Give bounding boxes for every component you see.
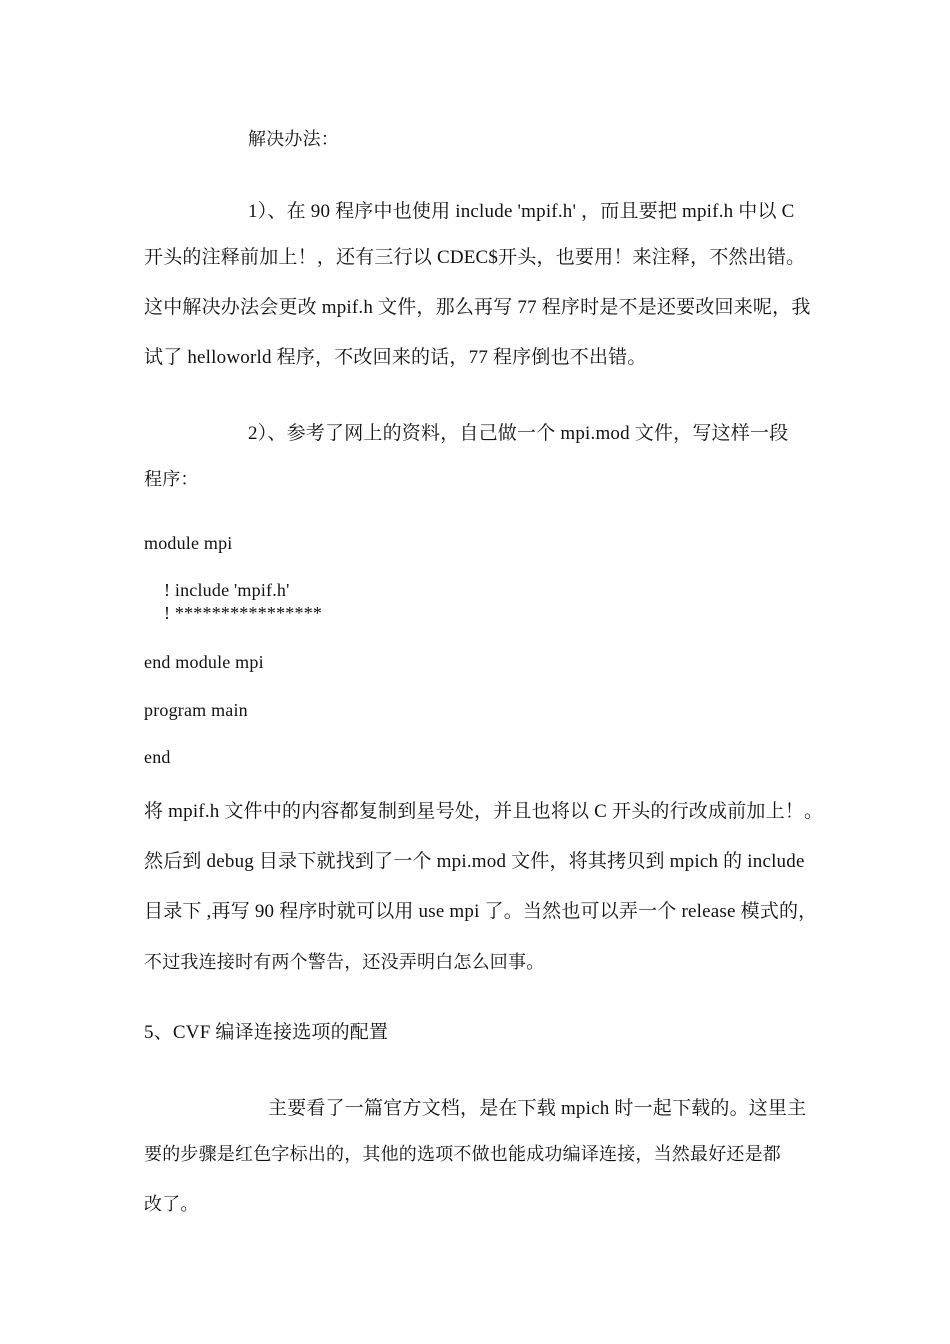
- para4-line3: 改了。: [144, 1194, 199, 1215]
- solution-heading: 解决办法：: [248, 129, 339, 150]
- para3-line3: 目录下 ,再写 90 程序时就可以用 use mpi 了。当然也可以弄一个 release 模式的，: [144, 901, 818, 922]
- code-line-end: end: [144, 747, 171, 767]
- para4-line1: 主要看了一篇官方文档，是在下载 mpich 时一起下载的。这里主: [268, 1098, 807, 1119]
- section5-title: 5、CVF 编译连接选项的配置: [144, 1022, 389, 1043]
- para1-line3: 这中解决办法会更改 mpif.h 文件，那么再写 77 程序时是不是还要改回来呢，我: [144, 297, 811, 318]
- code-line-include: ! include 'mpif.h': [164, 580, 290, 600]
- para3-line4: 不过我连接时有两个警告，还没弄明白怎么回事。: [144, 952, 545, 973]
- para2-line1: 2）、参考了网上的资料，自己做一个 mpi.mod 文件，写这样一段: [248, 423, 789, 444]
- para3-line2: 然后到 debug 目录下就找到了一个 mpi.mod 文件，将其拷贝到 mpich 的 include: [144, 851, 805, 872]
- para4-line2: 要的步骤是红色字标出的，其他的选项不做也能成功编译连接，当然最好还是都: [144, 1144, 781, 1165]
- para2-line2: 程序：: [144, 469, 199, 490]
- para1-line4: 试了 helloworld 程序，不改回来的话，77 程序倒也不出错。: [144, 347, 647, 368]
- para1-line2: 开头的注释前加上！，还有三行以 CDEC$开头，也要用！来注释，不然出错。: [144, 247, 806, 268]
- code-line-end-module: end module mpi: [144, 652, 264, 672]
- para3-line1: 将 mpif.h 文件中的内容都复制到星号处，并且也将以 C 开头的行改成前加上！。: [144, 801, 824, 822]
- code-line-stars: ! ****************: [164, 603, 323, 623]
- code-line-program-main: program main: [144, 700, 248, 720]
- para1-line1: 1）、在 90 程序中也使用 include 'mpif.h' ，而且要把 mpif.h 中以 C: [248, 201, 795, 222]
- code-line-module: module mpi: [144, 533, 233, 553]
